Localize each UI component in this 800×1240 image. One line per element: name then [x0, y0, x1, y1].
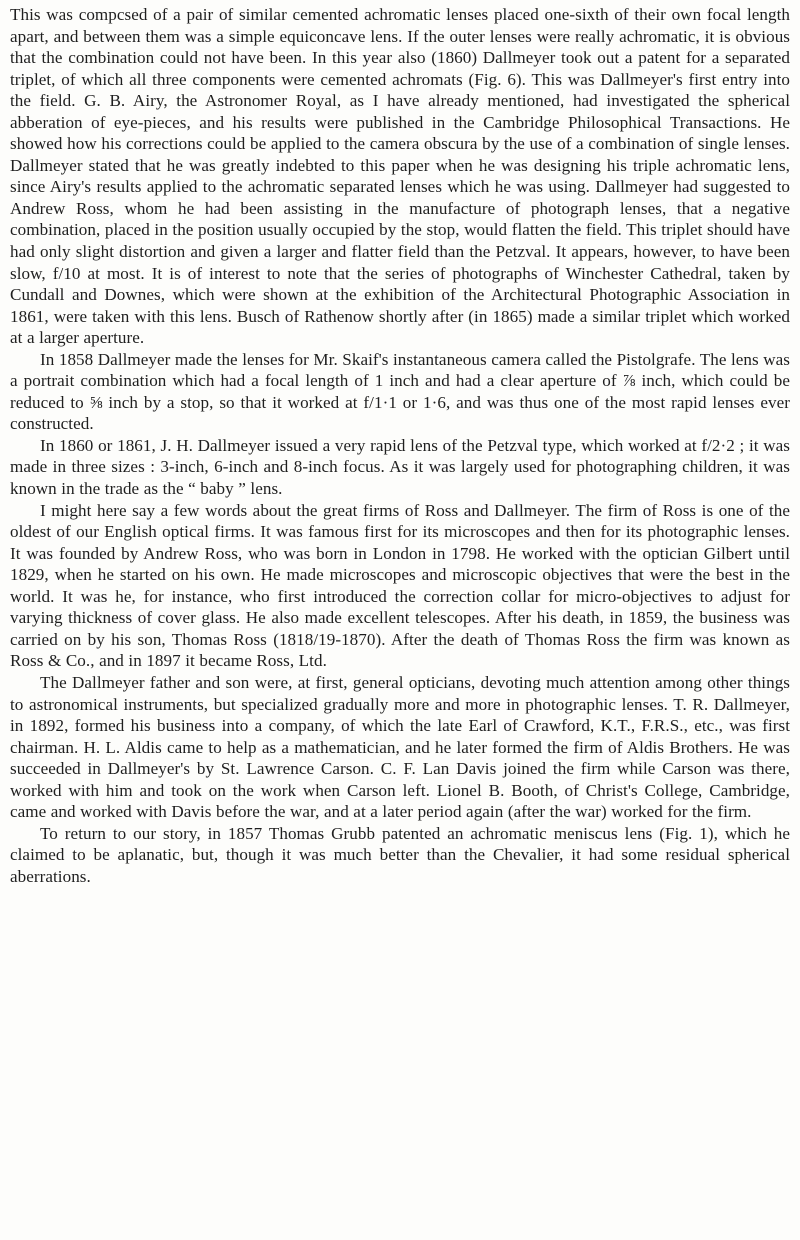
paragraph-baby-lens: In 1860 or 1861, J. H. Dallmeyer issued a very rapid lens of the Petzval type, which worked at f/2·2 ; it was made in three sizes : 3-inch, 6-inch and 8-inch focus. As it was largely used for photographing children, it was known in the trade as the “ baby ” lens.: [10, 435, 790, 499]
paragraph-dallmeyer-firm: The Dallmeyer father and son were, at first, general opticians, devoting much attention among other things to astronomical instruments, but specialized gradually more and more in photographic lenses. T. R. Dallmeyer, in 1892, formed his business into a company, of which the late Earl of Crawford, K.T., F.R.S., etc., was first chairman. H. L. Aldis came to help as a mathematician, and he later formed the firm of Aldis Brothers. He was succeeded in Dallmeyer's by St. Lawrence Carson. C. F. Lan Davis joined the firm while Carson was there, worked with him and took on the work when Carson left. Lionel B. Booth, of Christ's College, Cambridge, came and worked with Davis before the war, and at a later period again (after the war) worked for the firm.: [10, 672, 790, 822]
paragraph-ross-firm: I might here say a few words about the great firms of Ross and Dallmeyer. The firm of Ross is one of the oldest of our English optical firms. It was famous first for its microscopes and then for its photographic lenses. It was founded by Andrew Ross, who was born in London in 1798. He worked with the optician Gilbert until 1829, when he started on his own. He made microscopes and microscopic objectives that were the best in the world. It was he, for instance, who first introduced the correction collar for micro-objectives to adjust for varying thickness of cover glass. He also made excellent telescopes. After his death, in 1859, the business was carried on by his son, Thomas Ross (1818/19-1870). After the death of Thomas Ross the firm was known as Ross & Co., and in 1897 it became Ross, Ltd.: [10, 500, 790, 671]
paragraph-dallmeyer-triplet: This was compcsed of a pair of similar cemented achromatic lenses placed one-sixth of their own focal length apart, and between them was a simple equiconcave lens. If the outer lenses were really achromatic, it is obvious that the combination could not have been. In this year also (1860) Dallmeyer took out a patent for a separated triplet, of which all three components were cemented achromats (Fig. 6). This was Dallmeyer's first entry into the field. G. B. Airy, the Astronomer Royal, as I have already mentioned, had investigated the spherical abberation of eye-pieces, and his results were published in the Cambridge Philosophical Transactions. He showed how his corrections could be applied to the camera obscura by the use of a combination of single lenses. Dallmeyer stated that he was greatly indebted to this paper when he was designing his triple achromatic lens, since Airy's results applied to the achromatic separated lenses which he was using. Dallmeyer had suggested to Andrew Ross, whom he had been assisting in the manufacture of photograph lenses, that a negative combination, placed in the position usually occupied by the stop, would flatten the field. This triplet should have had only slight distortion and given a larger and flatter field than the Petzval. It appears, however, to have been slow, f/10 at most. It is of interest to note that the series of photographs of Winchester Cathedral, taken by Cundall and Downes, which were shown at the exhibition of the Architectural Photographic Association in 1861, were taken with this lens. Busch of Rathenow shortly after (in 1865) made a similar triplet which worked at a larger aperture.: [10, 5, 790, 348]
paragraph-grubb-meniscus: To return to our story, in 1857 Thomas Grubb patented an achromatic meniscus lens (Fig. 1), which he claimed to be aplanatic, but, though it was much better than the Chevalier, it had some residual spherical aberrations.: [10, 823, 790, 886]
paragraph-pistolgrafe: In 1858 Dallmeyer made the lenses for Mr. Skaif's instantaneous camera called the Pistolgrafe. The lens was a portrait combination which had a focal length of 1 inch and had a clear aperture of ⅞ inch, which could be reduced to ⅝ inch by a stop, so that it worked at f/1·1 or 1·6, and was thus one of the most rapid lenses ever constructed.: [10, 349, 790, 434]
